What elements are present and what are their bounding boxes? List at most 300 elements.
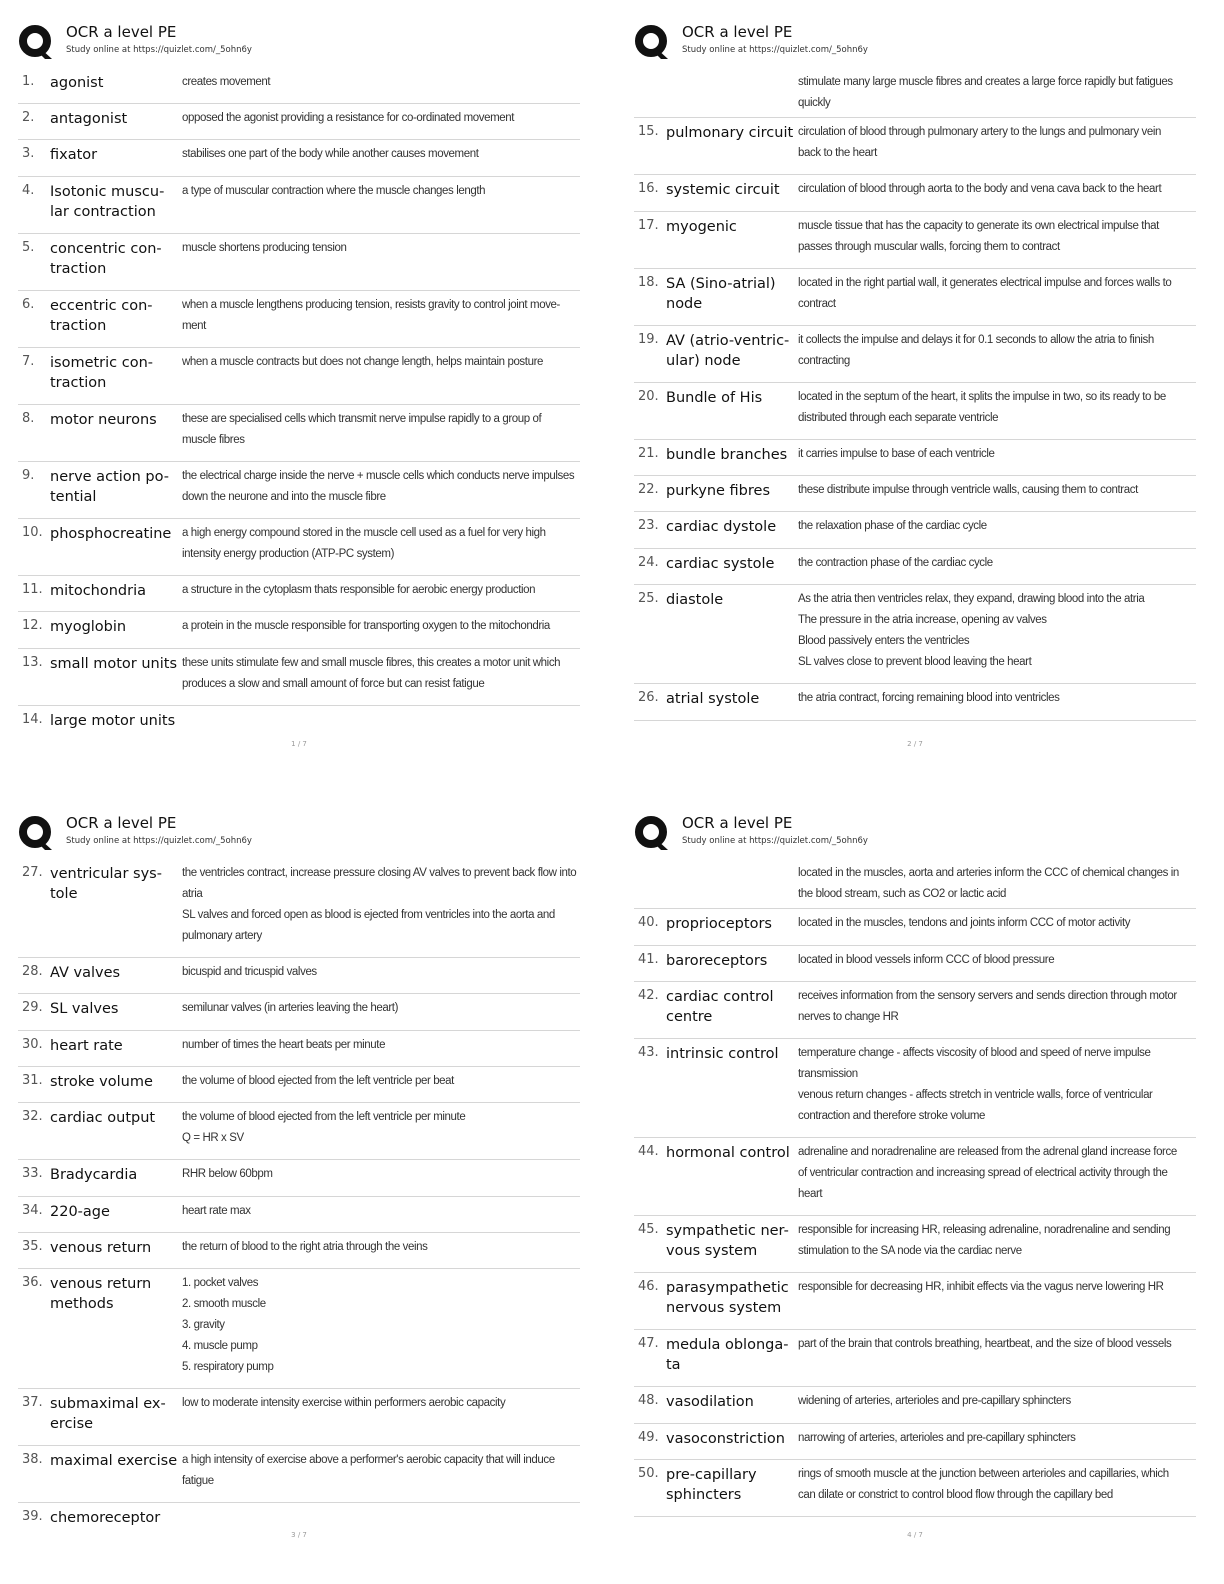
card-number: 19.: [638, 332, 659, 347]
page-number: 1 / 7: [291, 740, 307, 748]
card-term: [50, 1067, 180, 1102]
card-term: [50, 348, 180, 404]
card-definition-line: the blood stream, such as CO2 or lactic acid: [798, 888, 1007, 900]
card-term: [50, 1446, 180, 1502]
card-definition: [796, 118, 1196, 174]
card-definition-line: nerves to change HR: [798, 1011, 899, 1023]
card-term: [50, 612, 180, 648]
card-number: 44.: [638, 1144, 659, 1159]
card-term-line: sympathetic ner-: [666, 1223, 789, 1239]
card-definition: [796, 1424, 1196, 1459]
flashcard-row: [18, 1031, 580, 1067]
card-term-line: concentric con-: [50, 241, 162, 257]
card-term-line: purkyne fibres: [666, 483, 770, 499]
card-term-line: agonist: [50, 75, 104, 91]
card-definition: [796, 269, 1196, 325]
card-definition-line: located in the muscles, tendons and joints inform CCC of motor activity: [798, 917, 1131, 929]
card-term: [666, 212, 796, 268]
card-definition-line: when a muscle contracts but does not change length, helps maintain posture: [182, 356, 544, 368]
card-definition: [180, 958, 580, 993]
card-definition-line: heart: [798, 1188, 823, 1200]
card-term: [666, 1039, 796, 1137]
card-number: 50.: [638, 1466, 659, 1481]
card-definition: [180, 994, 580, 1030]
card-number: 37.: [22, 1395, 43, 1410]
card-term: [666, 1216, 796, 1272]
card-definition: [180, 104, 580, 139]
card-term: [50, 994, 180, 1030]
card-term: [50, 177, 180, 233]
page-subtitle-link[interactable]: Study online at https://quizlet.com/_5ohn6y: [66, 45, 252, 55]
card-definition-line: RHR below 60bpm: [182, 1168, 273, 1180]
flashcard-row: [18, 706, 580, 740]
card-term-line: sphincters: [666, 1487, 742, 1503]
flashcard-row: [18, 1067, 580, 1103]
card-definition: [796, 909, 1196, 945]
card-definition-line: part of the brain that controls breathing, heartbeat, and the size of blood vessels: [798, 1338, 1172, 1350]
card-number: 27.: [22, 865, 43, 880]
card-number: 46.: [638, 1279, 659, 1294]
flashcard-row: [634, 909, 1196, 946]
card-term: [50, 519, 180, 575]
card-definition-line: circulation of blood through pulmonary artery to the lungs and pulmonary vein: [798, 126, 1161, 138]
card-number: 31.: [22, 1073, 43, 1088]
page-title: OCR a level PE: [66, 23, 177, 41]
card-definition: [180, 576, 580, 611]
card-term: [666, 1273, 796, 1329]
card-term-line: myogenic: [666, 219, 737, 235]
card-definition-line: contract: [798, 298, 836, 310]
card-number: 41.: [638, 952, 659, 967]
card-number: 12.: [22, 618, 43, 633]
card-term-line: phosphocreatine: [50, 526, 172, 542]
card-number: 21.: [638, 446, 659, 461]
flashcard-row: [634, 1216, 1196, 1273]
card-term-line: ventricular sys-: [50, 866, 162, 882]
card-definition: [180, 1103, 580, 1159]
flashcard-row: [634, 326, 1196, 383]
card-number: 38.: [22, 1452, 43, 1467]
card-term-line: bundle branches: [666, 447, 788, 463]
card-term-line: AV (atrio-ventric-: [666, 333, 790, 349]
card-definition-line: temperature change - affects viscosity of blood and speed of nerve impulse: [798, 1047, 1151, 1059]
card-definition-line: the atria contract, forcing remaining blood into ventricles: [798, 692, 1060, 704]
card-definition: [796, 175, 1196, 211]
card-definition: [796, 476, 1196, 511]
card-number: 10.: [22, 525, 43, 540]
card-number: [634, 68, 666, 117]
flashcard-row: [634, 476, 1196, 512]
card-term: [50, 405, 180, 461]
card-term: [666, 1460, 796, 1516]
card-definition-line: 1. pocket valves: [182, 1277, 259, 1289]
card-number: 36.: [22, 1275, 43, 1290]
card-definition: [796, 326, 1196, 382]
page-subtitle-link[interactable]: Study online at https://quizlet.com/_5ohn6y: [66, 836, 252, 846]
card-definition-line: intensity energy production (ATP-PC system): [182, 548, 395, 560]
card-term: [50, 68, 180, 103]
card-definition-line: transmission: [798, 1068, 858, 1080]
card-definition-line: muscle shortens producing tension: [182, 242, 347, 254]
card-definition-line: distributed through each separate ventricle: [798, 412, 999, 424]
card-term-line: cardiac systole: [666, 556, 775, 572]
card-term-line: tole: [50, 886, 78, 902]
card-definition: [180, 859, 580, 957]
card-definition-line: widening of arteries, arterioles and pre-capillary sphincters: [798, 1395, 1071, 1407]
card-number: 40.: [638, 915, 659, 930]
card-term-line: SL valves: [50, 1001, 119, 1017]
card-definition: [180, 291, 580, 347]
card-definition-line: it collects the impulse and delays it for 0.1 seconds to allow the atria to finish: [798, 334, 1154, 346]
card-definition-line: 5. respiratory pump: [182, 1361, 274, 1373]
flashcard-row: [634, 269, 1196, 326]
card-definition-line: low to moderate intensity exercise within performers aerobic capacity: [182, 1397, 506, 1409]
flashcard-row: [634, 383, 1196, 440]
card-term: [666, 440, 796, 475]
card-number: 39.: [22, 1509, 43, 1524]
card-number: 3.: [22, 146, 35, 161]
card-number: 15.: [638, 124, 659, 139]
card-term: [666, 1387, 796, 1423]
card-definition: [796, 1039, 1196, 1137]
card-term: [50, 706, 180, 740]
card-term: [666, 982, 796, 1038]
flashcard-row: [18, 140, 580, 177]
card-definition-line: adrenaline and noradrenaline are released from the adrenal gland increase force: [798, 1146, 1177, 1158]
card-definition-line: receives information from the sensory servers and sends direction through motor: [798, 990, 1177, 1002]
page-4: [634, 811, 1196, 1517]
card-term: [50, 1031, 180, 1066]
card-number: 9.: [22, 468, 35, 483]
flashcard-row: [18, 405, 580, 462]
card-number: 45.: [638, 1222, 659, 1237]
card-term: [50, 1269, 180, 1388]
card-number: 25.: [638, 591, 659, 606]
card-definition-line: 3. gravity: [182, 1319, 225, 1331]
card-definition-line: can dilate or constrict to control blood flow through the capillary bed: [798, 1489, 1113, 1501]
card-definition-line: muscle fibres: [182, 434, 245, 446]
flashcard-row: [18, 859, 580, 958]
card-term: [50, 958, 180, 993]
flashcard-row: [634, 1138, 1196, 1216]
card-definition-line: narrowing of arteries, arterioles and pre-capillary sphincters: [798, 1432, 1076, 1444]
card-term: [666, 859, 796, 908]
page-3: [18, 811, 580, 1537]
card-term: [666, 585, 796, 683]
card-number: 6.: [22, 297, 35, 312]
card-number: 18.: [638, 275, 659, 290]
quizlet-logo-icon: [634, 24, 670, 60]
card-definition-line: back to the heart: [798, 147, 877, 159]
card-number: 2.: [22, 110, 35, 125]
card-term-line: tential: [50, 489, 97, 505]
card-definition-line: located in blood vessels inform CCC of blood pressure: [798, 954, 1055, 966]
card-term: [666, 512, 796, 548]
page-number: 3 / 7: [291, 1531, 307, 1539]
flashcard-row: [18, 234, 580, 291]
card-definition: [180, 348, 580, 404]
card-term-line: ular) node: [666, 353, 741, 369]
card-term: [50, 104, 180, 139]
card-definition-line: venous return changes - affects stretch in ventricle walls, force of ventricular: [798, 1089, 1153, 1101]
card-definition-line: contracting: [798, 355, 850, 367]
flashcard-row: [634, 859, 1196, 909]
card-term-line: traction: [50, 318, 107, 334]
card-definition-line: SL valves close to prevent blood leaving the heart: [798, 656, 1032, 668]
flashcard-row: [18, 1233, 580, 1269]
card-definition-line: contraction and therefore stroke volume: [798, 1110, 986, 1122]
card-definition: [180, 462, 580, 518]
flashcard-row: [634, 512, 1196, 549]
page-title: OCR a level PE: [682, 23, 793, 41]
flashcard-row: [634, 585, 1196, 684]
card-number: 8.: [22, 411, 35, 426]
card-term: [666, 549, 796, 584]
card-term: [666, 68, 796, 117]
card-definition: [796, 440, 1196, 475]
card-definition: [180, 1269, 580, 1388]
card-term-line: AV valves: [50, 965, 121, 981]
card-definition-line: located in the muscles, aorta and arteries inform the CCC of chemical changes in: [798, 867, 1179, 879]
quizlet-logo-icon: [634, 815, 670, 851]
card-definition-line: a high intensity of exercise above a performer's aerobic capacity that will induce: [182, 1454, 555, 1466]
card-number: 20.: [638, 389, 659, 404]
flashcard-row: [18, 1197, 580, 1233]
flashcard-row: [634, 549, 1196, 585]
card-definition-line: the volume of blood ejected from the left ventricle per beat: [182, 1075, 454, 1087]
card-term-line: Bundle of His: [666, 390, 763, 406]
card-definition: [796, 512, 1196, 548]
card-definition: [796, 946, 1196, 981]
card-term-line: small motor units: [50, 656, 178, 672]
flashcard-row: [634, 118, 1196, 175]
card-term-line: traction: [50, 375, 107, 391]
card-term: [50, 1103, 180, 1159]
card-definition: [796, 549, 1196, 584]
card-term-line: eccentric con-: [50, 298, 153, 314]
flashcard-row: [634, 1387, 1196, 1424]
card-term-line: nervous system: [666, 1300, 782, 1316]
card-term: [666, 476, 796, 511]
flashcard-row: [18, 177, 580, 234]
flashcard-row: [18, 1269, 580, 1389]
card-definition: [796, 1273, 1196, 1329]
card-term-line: node: [666, 296, 703, 312]
card-term: [666, 118, 796, 174]
card-definition-line: The pressure in the atria increase, opening av valves: [798, 614, 1047, 626]
card-term: [666, 383, 796, 439]
flashcard-row: [18, 1103, 580, 1160]
flashcard-row: [18, 104, 580, 140]
card-definition-line: passes through muscular walls, forcing them to contract: [798, 241, 1060, 253]
card-term-line: Isotonic muscu-: [50, 184, 165, 200]
card-number: 35.: [22, 1239, 43, 1254]
flashcard-row: [18, 291, 580, 348]
card-term-line: centre: [666, 1009, 713, 1025]
card-definition-line: the contraction phase of the cardiac cycle: [798, 557, 993, 569]
card-definition: [180, 1031, 580, 1066]
card-definition: [180, 140, 580, 176]
flashcard-row: [18, 958, 580, 994]
page-number: 4 / 7: [907, 1531, 923, 1539]
card-number: 23.: [638, 518, 659, 533]
card-number: 26.: [638, 690, 659, 705]
card-definition-line: responsible for decreasing HR, inhibit effects via the vagus nerve lowering HR: [798, 1281, 1164, 1293]
flashcard-row: [634, 212, 1196, 269]
card-term-line: hormonal control: [666, 1145, 790, 1161]
card-definition: [180, 1160, 580, 1196]
card-term-line: vasoconstriction: [666, 1431, 785, 1447]
card-definition: [180, 1233, 580, 1268]
card-definition-line: the ventricles contract, increase pressure closing AV valves to prevent back flow into: [182, 867, 577, 879]
card-definition: [180, 234, 580, 290]
card-definition-line: stimulate many large muscle fibres and creates a large force rapidly but fatigues: [798, 76, 1173, 88]
card-number: 1.: [22, 74, 35, 89]
card-definition-line: when a muscle lengthens producing tension, resists gravity to control joint move-: [182, 299, 560, 311]
card-definition-line: Blood passively enters the ventricles: [798, 635, 970, 647]
card-definition-line: atria: [182, 888, 203, 900]
card-definition: [180, 177, 580, 233]
card-definition-line: the volume of blood ejected from the left ventricle per minute: [182, 1111, 466, 1123]
card-term-line: myoglobin: [50, 619, 127, 635]
page-1: [18, 20, 580, 740]
card-number: 28.: [22, 964, 43, 979]
card-term: [666, 326, 796, 382]
card-definition-line: located in the septum of the heart, it splits the impulse in two, so its ready to be: [798, 391, 1166, 403]
flashcard-row: [18, 348, 580, 405]
card-definition: [796, 585, 1196, 683]
card-definition-line: a structure in the cytoplasm thats responsible for aerobic energy production: [182, 584, 536, 596]
card-definition-line: a high energy compound stored in the muscle cell used as a fuel for very high: [182, 527, 546, 539]
card-term: [50, 649, 180, 705]
card-definition-line: opposed the agonist providing a resistance for co-ordinated movement: [182, 112, 515, 124]
card-term-line: intrinsic control: [666, 1046, 779, 1062]
page-number: 2 / 7: [907, 740, 923, 748]
card-definition-line: a type of muscular contraction where the muscle changes length: [182, 185, 486, 197]
card-definition-line: bicuspid and tricuspid valves: [182, 966, 317, 978]
card-term-line: Bradycardia: [50, 1167, 138, 1183]
card-definition: [796, 212, 1196, 268]
card-term-line: SA (Sino-atrial): [666, 276, 776, 292]
card-definition: [796, 68, 1196, 117]
card-definition-line: SL valves and forced open as blood is ejected from ventricles into the aorta and: [182, 909, 555, 921]
card-definition: [796, 859, 1196, 908]
card-definition: [180, 1389, 580, 1445]
page-subtitle-link[interactable]: Study online at https://quizlet.com/_5ohn6y: [682, 836, 868, 846]
card-number: 47.: [638, 1336, 659, 1351]
card-number: 16.: [638, 181, 659, 196]
card-term-line: chemoreceptor: [50, 1510, 161, 1526]
flashcard-row: [18, 519, 580, 576]
card-number: 49.: [638, 1430, 659, 1445]
card-term: [50, 1389, 180, 1445]
card-term: [50, 859, 180, 957]
card-number: 14.: [22, 712, 43, 727]
card-term-line: venous return: [50, 1240, 152, 1256]
card-term-line: large motor units: [50, 713, 176, 729]
card-term-line: cardiac dystole: [666, 519, 777, 535]
page-subtitle-link[interactable]: Study online at https://quizlet.com/_5ohn6y: [682, 45, 868, 55]
card-number: [634, 859, 666, 908]
card-term-line: lar contraction: [50, 204, 156, 220]
card-definition-line: circulation of blood through aorta to the body and vena cava back to the heart: [798, 183, 1162, 195]
card-definition-line: semilunar valves (in arteries leaving the heart): [182, 1002, 399, 1014]
card-term-line: pre-capillary: [666, 1467, 757, 1483]
card-term: [666, 909, 796, 945]
flashcard-row: [634, 68, 1196, 118]
card-number: 13.: [22, 655, 43, 670]
card-term: [50, 576, 180, 611]
card-definition: [180, 612, 580, 648]
card-term-line: pulmonary circuit: [666, 125, 794, 141]
card-definition: [180, 519, 580, 575]
card-definition: [180, 68, 580, 103]
quizlet-logo-icon: [18, 24, 54, 60]
card-definition-line: the relaxation phase of the cardiac cycle: [798, 520, 987, 532]
card-definition-line: number of times the heart beats per minute: [182, 1039, 386, 1051]
card-definition: [796, 1387, 1196, 1423]
card-term-line: fixator: [50, 147, 98, 163]
card-definition: [796, 1138, 1196, 1215]
card-term: [666, 1330, 796, 1386]
quizlet-logo-icon: [18, 815, 54, 851]
card-term-line: maximal exercise: [50, 1453, 178, 1469]
card-term-line: vasodilation: [666, 1394, 754, 1410]
flashcard-row: [634, 1460, 1196, 1517]
card-definition-line: ment: [182, 320, 206, 332]
card-number: 24.: [638, 555, 659, 570]
flashcard-row: [18, 1389, 580, 1446]
card-definition-line: the return of blood to the right atria through the veins: [182, 1241, 428, 1253]
card-definition: [796, 1460, 1196, 1516]
flashcard-row: [634, 1273, 1196, 1330]
card-term: [666, 684, 796, 720]
page-header: [18, 811, 580, 859]
card-term-line: methods: [50, 1296, 114, 1312]
card-definition-line: it carries impulse to base of each ventricle: [798, 448, 995, 460]
card-definition-line: stimulation to the SA node via the cardiac nerve: [798, 1245, 1022, 1257]
card-term-line: heart rate: [50, 1038, 123, 1054]
card-term-line: antagonist: [50, 111, 128, 127]
flashcard-row: [634, 1424, 1196, 1460]
card-term-line: traction: [50, 261, 107, 277]
flashcard-row: [634, 982, 1196, 1039]
card-number: 4.: [22, 183, 35, 198]
flashcard-row: [18, 1160, 580, 1197]
card-number: 7.: [22, 354, 35, 369]
card-definition-line: of ventricular contraction and increasing spread of electrical activity through the: [798, 1167, 1168, 1179]
card-definition-line: heart rate max: [182, 1205, 251, 1217]
card-term-line: cardiac control: [666, 989, 774, 1005]
card-number: 11.: [22, 582, 43, 597]
card-number: 5.: [22, 240, 35, 255]
card-number: 43.: [638, 1045, 659, 1060]
flashcard-row: [18, 1446, 580, 1503]
card-term-line: submaximal ex-: [50, 1396, 166, 1412]
page-header: [634, 20, 1196, 68]
card-term-line: cardiac output: [50, 1110, 156, 1126]
card-definition-line: located in the right partial wall, it generates electrical impulse and forces walls to: [798, 277, 1172, 289]
card-definition-line: As the atria then ventricles relax, they expand, drawing blood into the atria: [798, 593, 1145, 605]
card-term: [50, 234, 180, 290]
flashcard-row: [18, 649, 580, 706]
card-definition-line: fatigue: [182, 1475, 214, 1487]
card-term: [50, 140, 180, 176]
flashcard-row: [18, 462, 580, 519]
card-term: [50, 291, 180, 347]
card-term-line: isometric con-: [50, 355, 154, 371]
card-definition-line: Q = HR x SV: [182, 1132, 244, 1144]
